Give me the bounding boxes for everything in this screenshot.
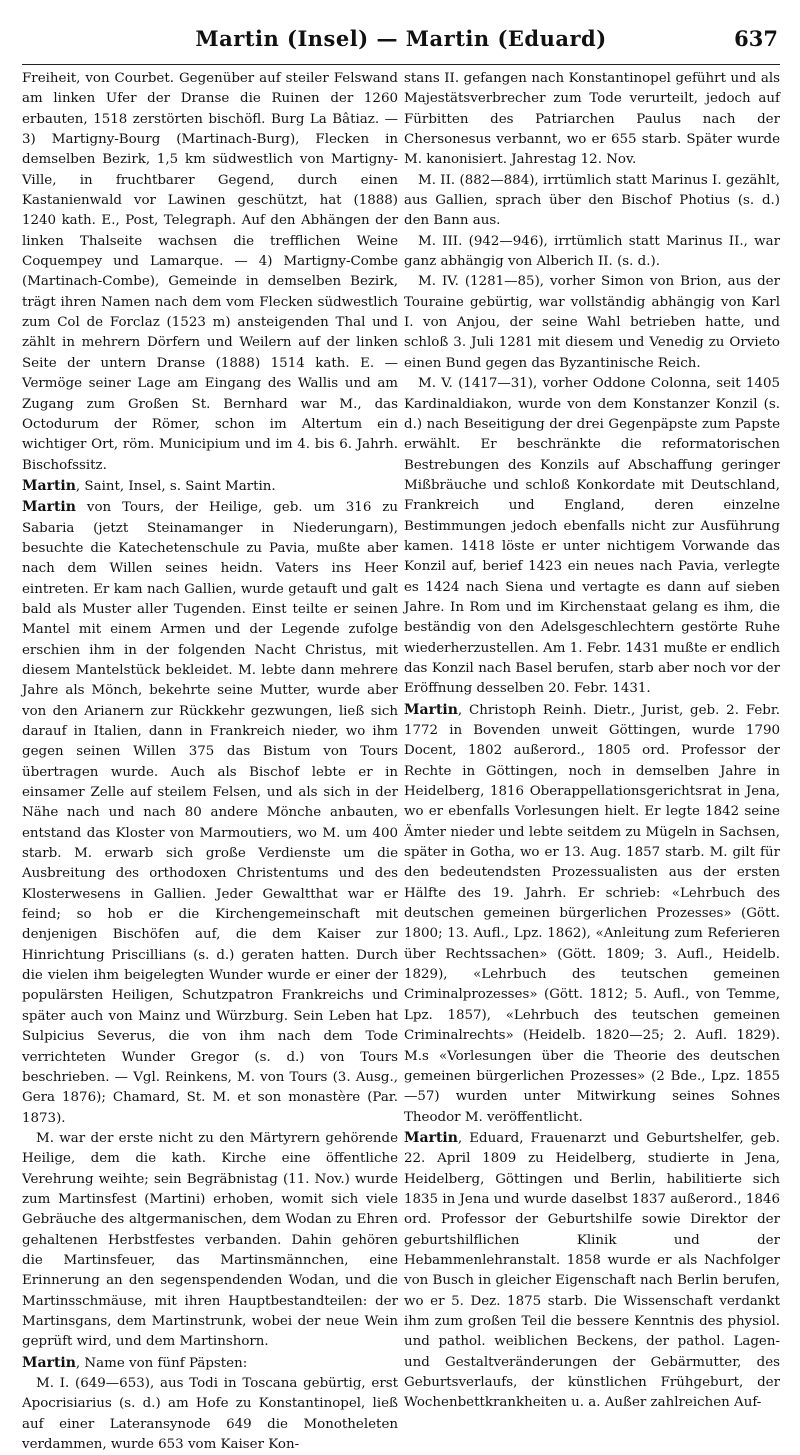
entry-martin-ii: M. II. (882—884), irrtümlich statt Marinus I. gezählt, aus Gallien, sprach über den Bischof Photius (s. d.) den Bann aus. <box>404 172 780 229</box>
entry-martin-von-tours: Martin von Tours, der Heilige, geb. um 316 zu Sabaria (jetzt Steinamanger in Niederungarn), besuchte die Katechetenschule zu Pavia, mußte aber nach dem Willen seines heidn. Vaters ins Heer eintreten. Er kam nach Gallien, wurde getauft und galt bald als Muster aller Tugenden. Einst teilte er seinen Mantel mit einem Armen und der Legende zufolge erschien ihm in der folgenden Nacht Christus, mit diesem Mantelstück bekleidet. M. lebte dann mehrere Jahre als Mönch, bekehrte seine Mutter, wurde aber von den Arianern zur Rückkehr gezwungen, ließ sich darauf in Italien, dann in Frankreich nieder, wo ihm gegen seinen Willen 375 das Bistum von Tours übertragen wurde. Auch als Bischof lebte er in einsamer Zelle auf steilem Felsen, und als sich in der Nähe nach und nach 80 andere Mönche anbauten, entstand das Kloster von Marmoutiers, wo M. um 400 starb. M. erwarb sich große Verdienste um die Ausbreitung des orthodoxen Christentums und des Klosterwesens in Gallien. Jeder Gewaltthat war er feind; so hob er die Kirchengemeinschaft mit denjenigen Bischöfen auf, die dem Kaiser zur Hinrichtung Priscillians (s. d.) geraten hatten. Durch die vielen ihm beigelegten Wunder wurde er einer der populärsten Heiligen, Schutzpatron Frankreichs und später auch von Mainz und Würzburg. Sein Leben hat Sulpicius Severus, die von ihm nach dem Tode verrichteten Wunder Gregor (s. d.) von Tours beschrieben. — Vgl. Reinkens, M. von Tours (3. Ausg., Gera 1876); Chamard, St. M. et son monastère (Par. 1873). <box>22 499 398 1126</box>
entry-headword: Martin <box>22 1354 76 1371</box>
entry-martin-i: M. I. (649—653), aus Todi in Toscana gebürtig, erst Apocrisiarius (s. d.) am Hofe zu Konstantinopel, ließ auf einer Lateransynode 649 die Monotheleten verdammen, wurde 653 vom Kaiser Kon- <box>22 1376 398 1453</box>
running-head: Martin (Insel) — Martin (Eduard) <box>195 26 607 51</box>
entry-martin-christoph: Martin, Christoph Reinh. Dietr., Jurist, geb. 2. Febr. 1772 in Bovenden unweit Göttingen, wurde 1790 Docent, 1802 außerord., 1805 ord. Professor der Rechte in Göttingen, noch in demselben Jahre in Heidelberg, 1816 Oberappellationsgerichtsrat in Jena, wo er ebenfalls Vorlesungen hielt. Er legte 1842 seine Ämter nieder und lebte seitdem zu Mügeln in Sachsen, später in Gotha, wo er 13. Aug. 1857 starb. M. gilt für den bedeutendsten Prozessualisten aus der ersten Hälfte des 19. Jahrh. Er schrieb: «Lehrbuch des deutschen gemeinen bürgerlichen Prozesses» (Gött. 1800; 13. Aufl., Lpz. 1862), «Anleitung zum Referieren über Rechtssachen» (Gött. 1809; 3. Aufl., Heidelb. 1829), «Lehrbuch des teutschen gemeinen Criminalprozesses» (Gött. 1812; 5. Aufl., von Temme, Lpz. 1857), «Lehrbuch des teutschen gemeinen Criminalrechts» (Heidelb. 1820—25; 2. Aufl. 1829). M.s «Vorlesungen über die Theorie des deutschen gemeinen bürgerlichen Prozesses» (2 Bde., Lpz. 1855—57) wurden unter Mitwirkung seines Sohnes Theodor M. veröffentlicht. <box>404 701 780 1125</box>
entry-martin-v: M. V. (1417—31), vorher Oddone Colonna, seit 1405 Kardinaldiakon, wurde von dem Konstanzer Konzil (s. d.) nach Beseitigung der drei Gegenpäpste zum Papste erwählt. Er beschränkte die reformatorischen Bestrebungen des Konzils auf Abschaffung geringer Mißbräuche und schloß Konkordate mit Deutschland, Frankreich und England, deren einzelne Bestimmungen jedoch ebenfalls nicht zur Ausführung kamen. 1418 löste er unter nichtigem Vorwande das Konzil auf, berief 1423 ein neues nach Pavia, verlegte es 1424 nach Siena und vertagte es dann auf sieben Jahre. In Rom und im Kirchenstaat gelang es ihm, die beständig von den Adelsgeschlechtern gestörte Ruhe wiederherzustellen. Am 1. Febr. 1431 mußte er endlich das Konzil nach Basel berufen, starb aber noch vor der Eröffnung desselben 20. Febr. 1431. <box>404 376 780 697</box>
entry-martin-eduard: Martin, Eduard, Frauenarzt und Geburtshelfer, geb. 22. April 1809 zu Heidelberg, studierte in Jena, Heidelberg, Göttingen und Berlin, habilitierte sich 1835 in Jena und wurde daselbst 1837 außerord., 1846 ord. Professor der Geburtshilfe sowie Direktor der geburtshilflichen Klinik und der Hebammenlehranstalt. 1858 wurde er als Nachfolger von Busch in gleicher Eigenschaft nach Berlin berufen, wo er 5. Dez. 1875 starb. Die Wissenschaft verdankt ihm zum großen Teil die bessere Kenntnis des physiol. und pathol. weiblichen Beckens, der pathol. Lagen- und Gestaltveränderungen der Gebärmutter, des Geburtsverlaufs, der künstlichen Frühgeburt, der Wochenbettkrankheiten u. a. Außer zahlreichen Auf- <box>404 1129 780 1411</box>
page-number: 637 <box>734 26 778 51</box>
entry-headword: Martin <box>22 477 76 494</box>
page-header <box>22 26 780 65</box>
entry-martin-iv: M. IV. (1281—85), vorher Simon von Brion, aus der Touraine gebürtig, war vollständig abhängig von Karl I. von Anjou, der seine Wahl betrieben hatte, und schloß 3. Juli 1281 mit diesem und Venedig zu Orvieto einen Bund gegen das Byzantinische Reich. <box>404 274 780 371</box>
entry-martin-iii: M. III. (942—946), irrtümlich statt Marinus II., war ganz abhängig von Alberich II. (s. d.). <box>404 233 780 270</box>
entry-headword: Martin <box>404 701 458 718</box>
entry-martin-insel: Martin, Saint, Insel, s. Saint Martin. <box>22 477 276 494</box>
right-column <box>404 69 780 1455</box>
entry-martin-paepste: Martin, Name von fünf Päpsten: <box>22 1354 248 1371</box>
entry-martin-i-continued: stans II. gefangen nach Konstantinopel geführt und als Majestätsverbrecher zum Tode verurteilt, jedoch auf Fürbitten des Patriarchen Paulus nach der Chersonesus verbannt, wo er 655 starb. Später wurde M. kanonisiert. Jahrestag 12. Nov. <box>404 71 780 168</box>
entry-headword: Martin <box>22 499 76 516</box>
entry-martinsfest-paragraph: M. war der erste nicht zu den Märtyrern gehörende Heilige, dem die kath. Kirche eine öffentliche Verehrung weihte; sein Begräbnistag (11. Nov.) wurde zum Martinsfest (Martini) erhoben, womit sich viele Gebräuche des altgermanischen, dem Wodan zu Ehren gehaltenen Herbstfestes verbanden. Dahin gehören die Martinsfeuer, das Martinsmännchen, eine Erinnerung an den segenspendenden Wodan, und die Martinsschmäuse, mit ihren Hauptbestandteilen: der Martinsgans, dem Martinstrunk, wobei der neue Wein geprüft wird, und dem Martinshorn. <box>22 1130 398 1350</box>
text-columns <box>22 69 780 1455</box>
left-column <box>22 69 398 1455</box>
entry-headword: Martin <box>404 1129 458 1146</box>
entry-martigny-continued: Freiheit, von Courbet. Gegenüber auf steiler Felswand am linken Ufer der Dranse die Ruinen der 1260 erbauten, 1518 zerstörten bischöfl. Burg La Bâtiaz. — 3) Martigny-Bourg (Martinach-Burg), Flecken in demselben Bezirk, 1,5 km südwestlich von Martigny-Ville, in fruchtbarer Gegend, durch einen Kastanienwald vor Lawinen geschützt, hat (1888) 1240 kath. E., Post, Telegraph. Auf den Abhängen der linken Thalseite wachsen die trefflichen Weine Coquempey und Lamarque. — 4) Martigny-Combe (Martinach-Combe), Gemeinde in demselben Bezirk, trägt ihren Namen nach dem vom Flecken südwestlich zum Col de Forclaz (1523 m) ansteigenden Thal und zählt in mehrern Dörfern und Weilern auf der linken Seite der untern Dranse (1888) 1514 kath. E. — Vermöge seiner Lage am Eingang des Wallis und am Zugang zum Großen St. Bernhard war M., das Octodurum der Römer, schon im Altertum ein wichtiger Ort, röm. Municipium und im 4. bis 6. Jahrh. Bischofssitz. <box>22 71 398 473</box>
